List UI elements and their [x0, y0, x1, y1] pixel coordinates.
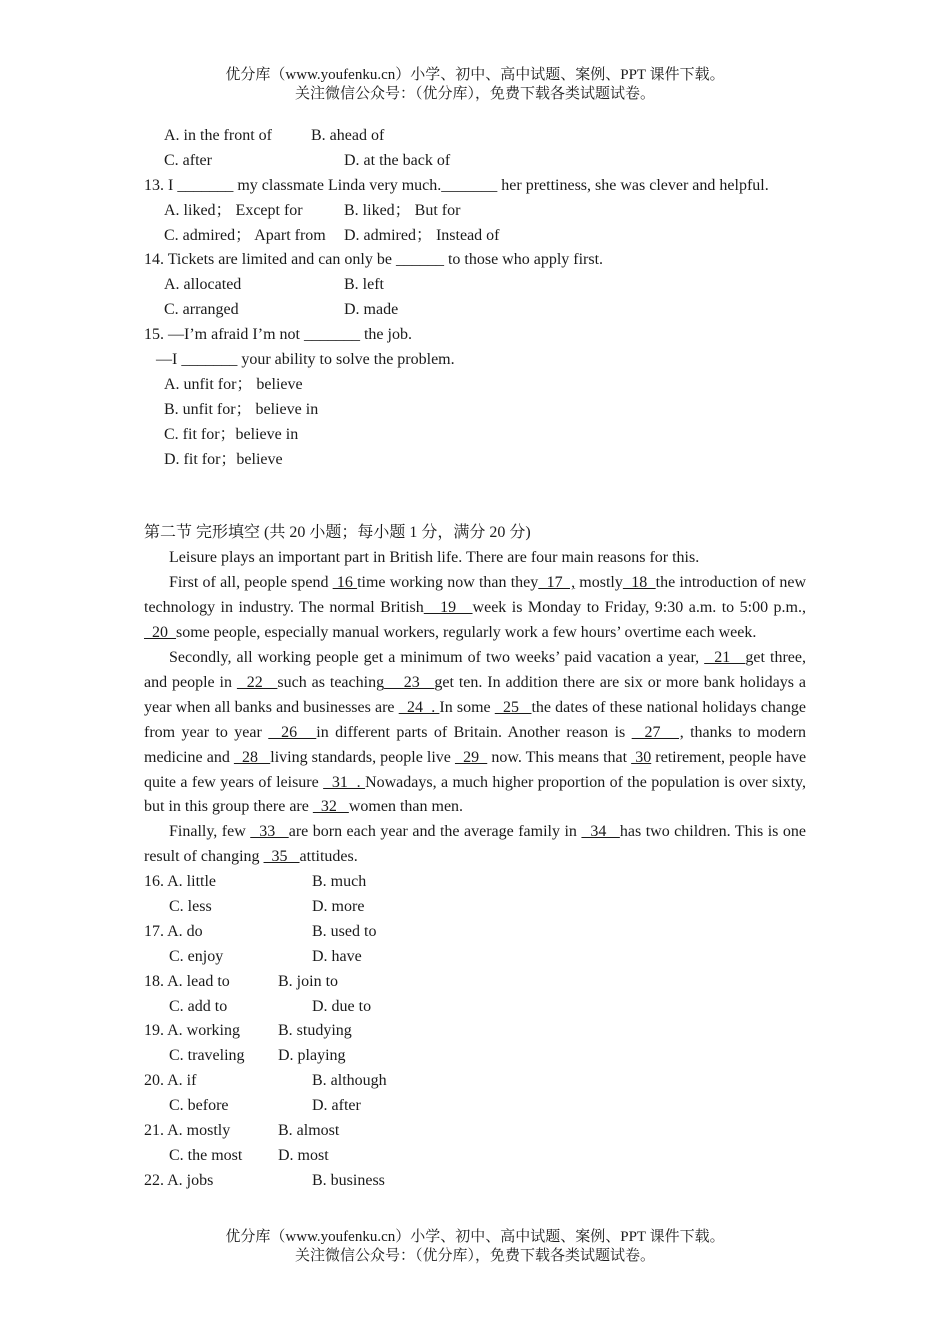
q16-option-b: B. much [312, 873, 367, 891]
q13-options-row-1 [144, 199, 806, 224]
page-header [0, 66, 950, 104]
q19-options-row-1 [144, 1019, 806, 1044]
q15-option-b: B. unfit for； believe in [164, 400, 319, 418]
blank-34: 34 [581, 823, 620, 841]
q13-stem: 13. I _______ my classmate Linda very much._______ her prettiness, she was clever and helpful. [144, 176, 769, 194]
q22-option-b: B. business [312, 1171, 385, 1189]
q19-option-c: C. traveling [169, 1047, 245, 1065]
q21-option-c: C. the most [169, 1146, 243, 1164]
q20-options-row-1 [144, 1069, 806, 1094]
q14-stem: 14. Tickets are limited and can only be ______ to those who apply first. [144, 251, 604, 269]
blank-29: 29 [454, 748, 488, 766]
blank-19: 19 [423, 599, 473, 617]
exam-content [144, 124, 806, 1194]
q19-option-d: D. playing [278, 1047, 346, 1065]
q22-option-a: 22. A. jobs [144, 1171, 214, 1189]
q21-option-d: D. most [278, 1146, 329, 1164]
q21-options-row-2 [144, 1144, 806, 1169]
q19-options-row-2 [144, 1044, 806, 1069]
q14-option-c: C. arranged [164, 301, 239, 319]
q20-options-row-2 [144, 1094, 806, 1119]
q16-option-a: 16. A. little [144, 873, 216, 891]
passage-paragraph-2: First of all, people spend 16 time working now than they 17 , mostly 18 the introduction of new technology in industry. The normal British 19 week is Monday to Friday, 9:30 a.m. to 5:00 p.m., 20 some people, especially manual workers, regularly work a few hours’ overtime each week. [144, 574, 807, 642]
q19-option-b: B. studying [278, 1022, 352, 1040]
q15-stem-1: 15. —I’m afraid I’m not _______ the job. [144, 326, 412, 344]
q16-option-c: C. less [169, 898, 212, 916]
q17-option-d: D. have [312, 947, 362, 965]
q12-option-c: C. after [164, 151, 212, 169]
q18-option-b: B. join to [278, 972, 339, 990]
page-footer [0, 1228, 950, 1266]
q13-option-b: B. liked； But for [344, 201, 461, 219]
q21-option-a: 21. A. mostly [144, 1122, 231, 1140]
blank-27: 27 , [631, 723, 684, 741]
q18-options-row-2 [144, 995, 806, 1020]
blank-25: 25 [494, 698, 532, 716]
blank-23: 23 [384, 673, 435, 691]
blank-18: 18 [622, 574, 656, 592]
q17-option-c: C. enjoy [169, 947, 224, 965]
passage-paragraph-1: Leisure plays an important part in British life. There are four main reasons for this. [169, 549, 700, 567]
q17-options-row-2 [144, 945, 806, 970]
q18-options-row-1 [144, 970, 806, 995]
q13-options-row-2 [144, 224, 806, 249]
q14-option-b: B. left [344, 276, 384, 294]
blank-28: 28 [233, 748, 271, 766]
header-line-1: 优分库（www.youfenku.cn）小学、初中、高中试题、案例、PPT 课件下载。 [225, 67, 725, 83]
blank-26: 26 [268, 723, 317, 741]
blank-31: 31 . [323, 773, 366, 791]
q16-option-d: D. more [312, 898, 365, 916]
q18-option-c: C. add to [169, 997, 228, 1015]
q19-option-a: 19. A. working [144, 1022, 240, 1040]
q20-option-b: B. although [312, 1072, 387, 1090]
q21-option-b: B. almost [278, 1122, 340, 1140]
q12-option-a: A. in the front of [164, 127, 272, 144]
q15-option-a: A. unfit for； believe [164, 375, 303, 393]
blank-30: 30 [631, 748, 652, 766]
q16-options-row-1 [144, 870, 806, 895]
q16-options-row-2 [144, 895, 806, 920]
blank-22: 22 [236, 673, 278, 691]
q18-option-d: D. due to [312, 997, 372, 1015]
q13-option-a: A. liked； Except for [164, 201, 303, 219]
blank-35: 35 [263, 848, 300, 866]
q18-option-a: 18. A. lead to [144, 972, 230, 990]
q13-option-c: C. admired； Apart from [164, 226, 326, 244]
q14-options-row-1 [144, 273, 806, 298]
q12-option-b: B. ahead of [311, 127, 385, 144]
q12-option-d: D. at the back of [344, 151, 451, 169]
blank-24: 24 . [398, 698, 440, 716]
blank-21: 21 [704, 648, 746, 666]
blank-17: 17 , [538, 574, 576, 592]
passage-paragraph-3: Secondly, all working people get a minimum of two weeks’ paid vacation a year, 21 get three, and people in 22 such as teaching 23 get ten. In addition there are six or more bank holidays a year when all banks and businesses are 24 . In some 25 the dates of these national holidays change from year to year 26 in different parts of Britain. Another reason is 27 , thanks to modern medicine and 28 living standards, people live 29 now. This means that 30 retirement, people have quite a few years of leisure 31 . Nowadays, a much higher proportion of the population is over sixty, but in this group there are 32 women than men. [144, 648, 807, 816]
q15-option-c: C. fit for；believe in [164, 425, 299, 443]
q20-option-d: D. after [312, 1097, 361, 1115]
q22-options-row-1 [144, 1169, 806, 1194]
q12-options-row-2 [144, 149, 806, 174]
footer-line-2: 关注微信公众号：（优分库），免费下载各类试题试卷。 [294, 1248, 655, 1264]
section-title: 第二节 完形填空 (共 20 小题；每小题 1 分，满分 20 分) [144, 524, 531, 542]
blank-33: 33 [250, 823, 289, 841]
q21-options-row-1 [144, 1119, 806, 1144]
q17-option-a: 17. A. do [144, 922, 203, 940]
q14-options-row-2 [144, 298, 806, 323]
blank-32: 32 [312, 798, 349, 816]
header-line-2: 关注微信公众号：（优分库），免费下载各类试题试卷。 [294, 86, 655, 102]
blank-20: 20 [144, 624, 176, 642]
q14-option-d: D. made [344, 301, 399, 319]
q13-option-d: D. admired； Instead of [344, 226, 500, 244]
q17-option-b: B. used to [312, 922, 377, 940]
q12-options-row-1 [144, 124, 806, 149]
q20-option-a: 20. A. if [144, 1072, 197, 1090]
q15-option-d: D. fit for；believe [164, 450, 283, 468]
q15-stem-2: —I _______ your ability to solve the problem. [156, 351, 455, 369]
q20-option-c: C. before [169, 1097, 229, 1115]
footer-line-1: 优分库（www.youfenku.cn）小学、初中、高中试题、案例、PPT 课件下载。 [225, 1229, 725, 1245]
q14-option-a: A. allocated [164, 276, 242, 294]
q17-options-row-1 [144, 920, 806, 945]
passage-paragraph-4: Finally, few 33 are born each year and the average family in 34 has two children. This is one result of changing 35 attitudes. [144, 823, 807, 866]
blank-16: 16 [332, 574, 358, 592]
